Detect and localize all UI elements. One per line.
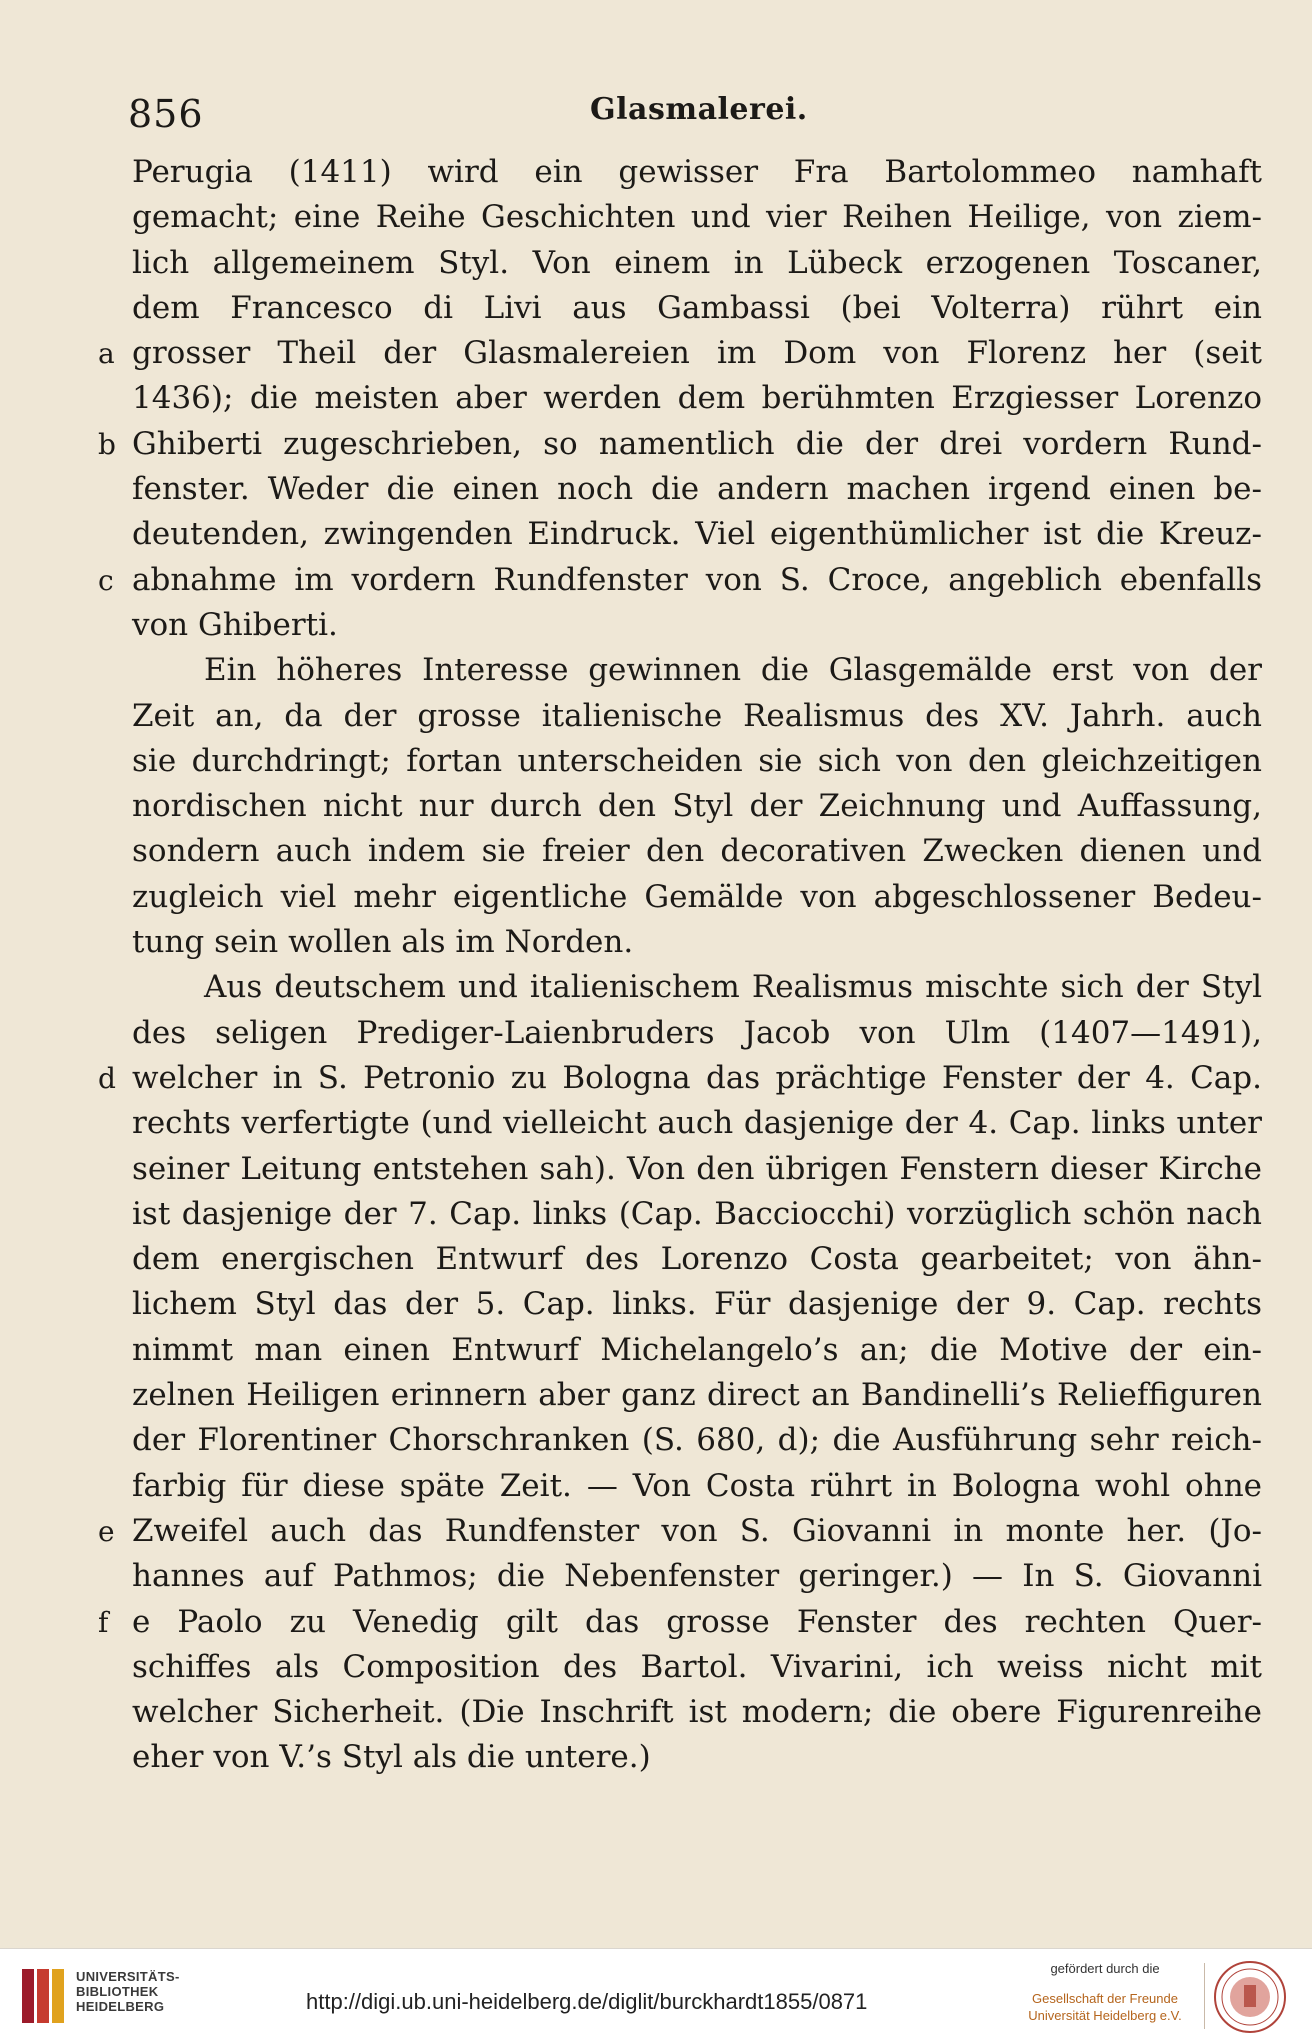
funder-name-line: Gesellschaft der Freunde [1032, 1991, 1178, 2006]
margin-marker: a [98, 337, 115, 371]
text-line [132, 195, 1262, 240]
line-text: sie durchdringt; fortan unterscheiden sie sich von den gleichzeitigen [132, 742, 1262, 779]
text-line [132, 1464, 1262, 1509]
margin-marker: e [98, 1514, 115, 1548]
line-text: des seligen Prediger-Laienbruders Jacob von Ulm (1407—1491), [132, 1014, 1262, 1051]
line-text: zugleich viel mehr eigentliche Gemälde von abgeschlossener Bedeu- [132, 878, 1262, 915]
line-text: seiner Leitung entstehen sah). Von den übrigen Fenstern dieser Kirche [132, 1150, 1262, 1187]
text-line [132, 286, 1262, 331]
text-line [132, 920, 1262, 965]
text-line [132, 1282, 1262, 1327]
line-text: von Ghiberti. [132, 606, 338, 643]
text-line [98, 1600, 1262, 1645]
line-text: lich allgemeinem Styl. Von einem in Lübeck erzogenen Toscaner, [132, 244, 1262, 281]
text-line [132, 1192, 1262, 1237]
footer-divider [1204, 1963, 1205, 2029]
margin-marker: f [98, 1605, 109, 1639]
text-line [98, 1056, 1262, 1101]
line-text: dem energischen Entwurf des Lorenzo Costa gearbeitet; von ähn- [132, 1241, 1262, 1278]
line-text: eher von V.’s Styl als die untere.) [132, 1739, 651, 1776]
text-line [132, 1418, 1262, 1463]
line-text: dem Francesco di Livi aus Gambassi (bei Volterra) rührt ein [132, 289, 1262, 326]
text-line [132, 512, 1262, 557]
line-text: der Florentiner Chorschranken (S. 680, d); die Ausführung sehr reich- [132, 1422, 1262, 1459]
text-line [132, 1645, 1262, 1690]
text-line [132, 648, 1262, 693]
digitization-footer [0, 1948, 1312, 2043]
line-text: welcher Sicherheit. (Die Inschrift ist modern; die obere Figurenreihe [132, 1694, 1262, 1731]
funder-credit [1010, 1961, 1200, 2024]
text-line [132, 1147, 1262, 1192]
line-text: Aus deutschem und italienischem Realismus mischte sich der Styl [204, 969, 1262, 1006]
margin-marker: d [98, 1061, 116, 1095]
text-line [132, 1237, 1262, 1282]
text-line [132, 603, 1262, 648]
text-line [132, 875, 1262, 920]
text-line [132, 1101, 1262, 1146]
line-text: fenster. Weder die einen noch die andern machen irgend einen be- [132, 471, 1262, 508]
text-line [132, 1011, 1262, 1056]
line-text: grosser Theil der Glasmalereien im Dom von Florenz her (seit [132, 335, 1262, 372]
line-text: hannes auf Pathmos; die Nebenfenster geringer.) — In S. Giovanni [132, 1558, 1262, 1595]
text-line [132, 1328, 1262, 1373]
line-text: abnahme im vordern Rundfenster von S. Croce, angeblich ebenfalls [132, 561, 1262, 598]
library-name [76, 1969, 180, 2014]
text-line [98, 331, 1262, 376]
text-line [132, 241, 1262, 286]
line-text: Zeit an, da der grosse italienische Realismus des XV. Jahrh. auch [132, 697, 1262, 734]
text-line [132, 739, 1262, 784]
text-line [132, 376, 1262, 421]
text-line [98, 1509, 1262, 1554]
text-line [132, 1735, 1262, 1780]
line-text: gemacht; eine Reihe Geschichten und vier Reihen Heilige, von ziem- [132, 199, 1262, 236]
university-seal-icon [1212, 1959, 1288, 2035]
line-text: welcher in S. Petronio zu Bologna das prächtige Fenster der 4. Cap. [132, 1059, 1262, 1096]
margin-marker: c [98, 563, 114, 597]
text-line [98, 422, 1262, 467]
library-name-line: UNIVERSITÄTS- [76, 1969, 180, 1984]
line-text: schiffes als Composition des Bartol. Vivarini, ich weiss nicht mit [132, 1648, 1262, 1685]
text-line [132, 1554, 1262, 1599]
funder-intro: gefördert durch die [1050, 1961, 1160, 1976]
line-text: deutenden, zwingenden Eindruck. Viel eigenthümlicher ist die Kreuz- [132, 516, 1262, 553]
line-text: ist dasjenige der 7. Cap. links (Cap. Bacciocchi) vorzüglich schön nach [132, 1195, 1262, 1232]
page-number: 856 [128, 92, 204, 136]
line-text: Zweifel auch das Rundfenster von S. Giovanni in monte her. (Jo- [132, 1512, 1262, 1549]
funder-name-line: Universität Heidelberg e.V. [1028, 2008, 1182, 2023]
line-text: Ghiberti zugeschrieben, so namentlich die der drei vordern Rund- [132, 425, 1262, 462]
line-text: zelnen Heiligen erinnern aber ganz direct an Bandinelli’s Reliefﬁguren [132, 1377, 1262, 1414]
margin-marker: b [98, 427, 116, 461]
line-text: Perugia (1411) wird ein gewisser Fra Bartolommeo namhaft [132, 154, 1262, 190]
text-line [132, 965, 1262, 1010]
line-text: nimmt man einen Entwurf Michelangelo’s an; die Motive der ein- [132, 1331, 1262, 1368]
line-text: lichem Styl das der 5. Cap. links. Für dasjenige der 9. Cap. rechts [132, 1286, 1262, 1323]
university-library-logo-icon [20, 1967, 66, 2025]
text-line [132, 784, 1262, 829]
text-line [132, 694, 1262, 739]
text-line [132, 150, 1262, 195]
line-text: nordischen nicht nur durch den Styl der Zeichnung und Auffassung, [132, 788, 1262, 825]
text-line [132, 467, 1262, 512]
text-line [132, 829, 1262, 874]
line-text: 1436); die meisten aber werden dem berühmten Erzgiesser Lorenzo [132, 380, 1262, 417]
line-text: Ein höheres Interesse gewinnen die Glasgemälde erst von der [204, 652, 1262, 689]
text-line [132, 1690, 1262, 1735]
line-text: rechts verfertigte (und vielleicht auch dasjenige der 4. Cap. links unter [132, 1105, 1262, 1142]
body-text [98, 150, 1262, 1781]
library-name-line: BIBLIOTHEK [76, 1984, 159, 1999]
line-text: tung sein wollen als im Norden. [132, 924, 634, 961]
line-text: farbig für diese späte Zeit. — Von Costa rührt in Bologna wohl ohne [132, 1467, 1262, 1504]
text-line [98, 558, 1262, 603]
running-head: Glasmalerei. [590, 92, 808, 127]
line-text: e Paolo zu Venedig gilt das grosse Fenster des rechten Quer- [132, 1603, 1262, 1640]
line-text: sondern auch indem sie freier den decorativen Zwecken dienen und [132, 833, 1262, 870]
source-url-link[interactable]: http://digi.ub.uni-heidelberg.de/diglit/burckhardt1855/0871 [306, 1989, 868, 2014]
text-line [132, 1373, 1262, 1418]
library-name-line: HEIDELBERG [76, 1999, 165, 2014]
